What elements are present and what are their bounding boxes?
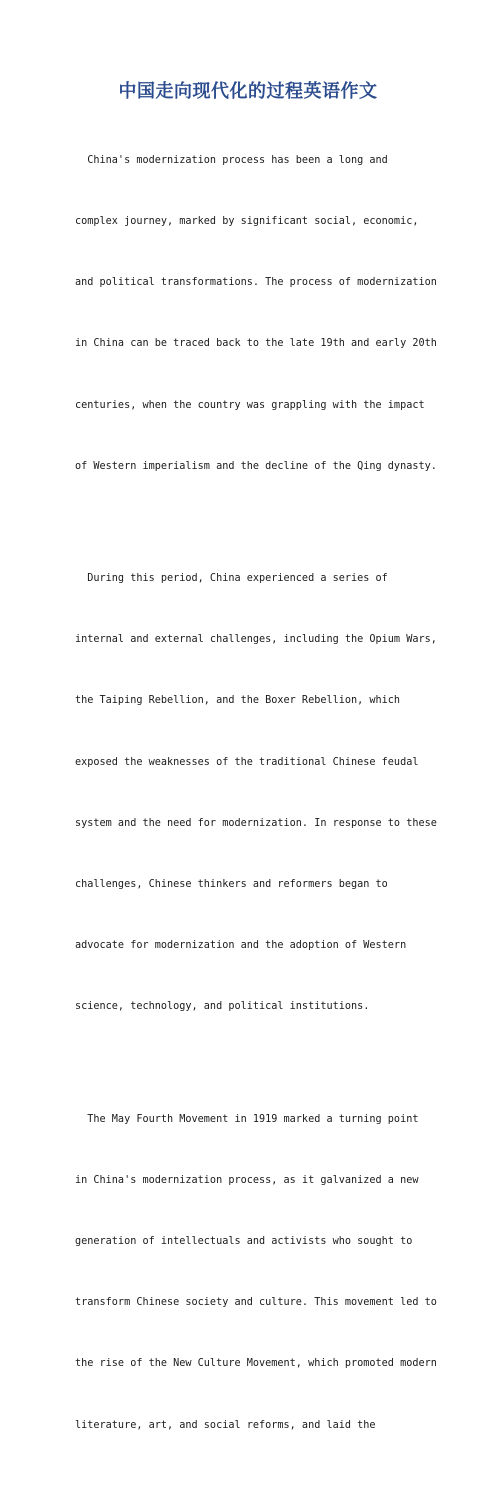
- text-line: science, technology, and political institutions.: [75, 1001, 370, 1013]
- text-line: challenges, Chinese thinkers and reformers began to: [75, 879, 388, 891]
- text-line: in China's modernization process, as it galvanized a new: [75, 1174, 419, 1186]
- text-line: of Western imperialism and the decline of the Qing dynasty.: [75, 460, 437, 472]
- text-line: exposed the weaknesses of the traditional Chinese feudal: [75, 756, 419, 768]
- paragraph-2: [75, 528, 435, 1059]
- text-line: complex journey, marked by significant social, economic,: [75, 216, 419, 228]
- text-line: the rise of the New Culture Movement, which promoted modern: [75, 1358, 437, 1370]
- text-line: literature, art, and social reforms, and laid the: [75, 1419, 376, 1431]
- document-title: 中国走向现代化的过程英语作文: [118, 81, 378, 102]
- paragraph-3: [75, 1069, 435, 1477]
- text-line: generation of intellectuals and activists who sought to: [75, 1235, 413, 1247]
- text-line: centuries, when the country was grappling with the impact: [75, 399, 425, 411]
- text-line: During this period, China experienced a series of: [75, 572, 388, 584]
- text-line: internal and external challenges, including the Opium Wars,: [75, 634, 437, 646]
- text-line: the Taiping Rebellion, and the Boxer Rebellion, which: [75, 695, 401, 707]
- text-line: China's modernization process has been a long and: [75, 154, 388, 166]
- text-line: and political transformations. The process of modernization: [75, 277, 437, 289]
- paragraph-1: [75, 110, 435, 518]
- text-line: The May Fourth Movement in 1919 marked a turning point: [75, 1113, 419, 1125]
- text-line: system and the need for modernization. In response to these: [75, 817, 437, 829]
- document-body: [75, 110, 435, 1487]
- text-line: transform Chinese society and culture. This movement led to: [75, 1297, 437, 1309]
- text-line: in China can be traced back to the late 19th and early 20th: [75, 338, 437, 350]
- text-line: advocate for modernization and the adoption of Western: [75, 940, 407, 952]
